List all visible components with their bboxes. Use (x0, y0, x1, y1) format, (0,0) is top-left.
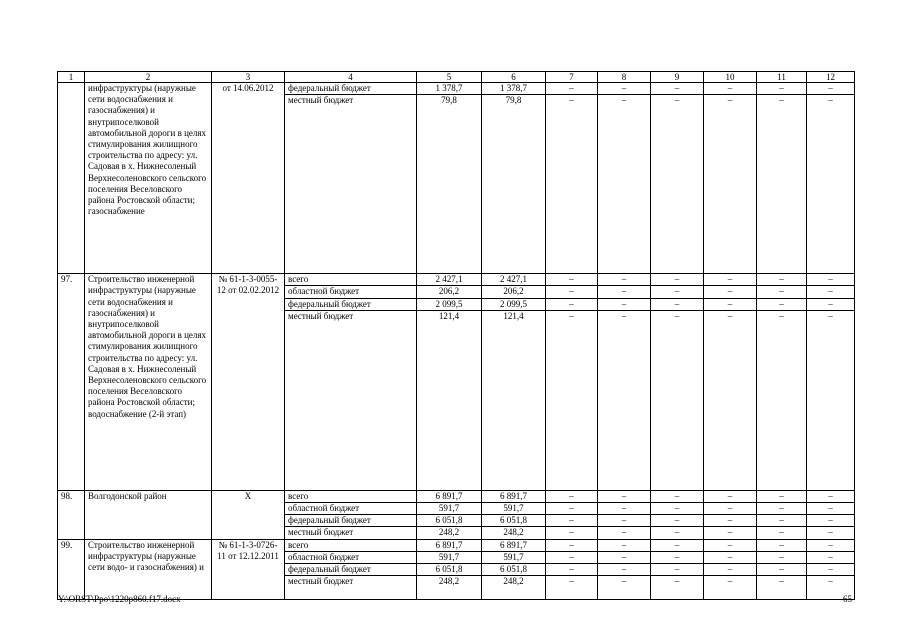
amount-col-6: 121,4 (482, 310, 546, 490)
empty-value-col-8: – (598, 539, 651, 551)
empty-value-col-10: – (704, 274, 757, 286)
empty-value-col-7: – (546, 298, 598, 310)
empty-value-col-10: – (704, 539, 757, 551)
row-number: 97. (58, 274, 85, 491)
funding-source: местный бюджет (285, 576, 417, 600)
column-header-10: 10 (704, 72, 757, 83)
column-header-3: 3 (212, 72, 285, 83)
funding-source: федеральный бюджет (285, 515, 417, 527)
empty-value-col-12: – (807, 515, 855, 527)
empty-value-col-12: – (807, 576, 855, 600)
funding-source: всего (285, 539, 417, 551)
empty-value-col-9: – (651, 310, 704, 490)
document-number: № 61-1-3-0055-12 от 02.02.2012 (212, 274, 285, 491)
column-header-9: 9 (651, 72, 704, 83)
empty-value-col-8: – (598, 527, 651, 539)
column-header-2: 2 (85, 72, 212, 83)
amount-col-6: 248,2 (482, 576, 546, 600)
empty-value-col-7: – (546, 274, 598, 286)
amount-col-5: 1 378,7 (417, 83, 482, 95)
funding-source: областной бюджет (285, 286, 417, 298)
empty-value-col-7: – (546, 310, 598, 490)
footer-page-number: 65 (843, 594, 852, 604)
object-name: Строительство инженерной инфраструктуры (наружные сети водо- и газоснабжения) и (85, 539, 212, 600)
empty-value-col-7: – (546, 527, 598, 539)
object-name: Волгодонской район (85, 490, 212, 539)
document-number: от 14.06.2012 (212, 83, 285, 274)
funding-source: областной бюджет (285, 551, 417, 563)
empty-value-col-9: – (651, 564, 704, 576)
empty-value-col-9: – (651, 298, 704, 310)
funding-source: федеральный бюджет (285, 83, 417, 95)
empty-value-col-8: – (598, 298, 651, 310)
empty-value-col-11: – (757, 539, 807, 551)
empty-value-col-8: – (598, 564, 651, 576)
empty-value-col-10: – (704, 503, 757, 515)
empty-value-col-8: – (598, 83, 651, 95)
funding-source: местный бюджет (285, 527, 417, 539)
footer-file-path: Y:\ORST\Ppo\1220p860.f17.docx (58, 594, 181, 604)
column-header-4: 4 (285, 72, 417, 83)
empty-value-col-8: – (598, 310, 651, 490)
table-row (58, 539, 855, 551)
empty-value-col-11: – (757, 298, 807, 310)
empty-value-col-12: – (807, 527, 855, 539)
object-name: Строительство инженерной инфраструктуры (наружные сети водоснабжения и газоснабжения) и внутрипоселковой автомобильной дороги в целях стимулирования жилищного строительства по адресу: ул. Садовая в х. Нижнесоленый Верхнесоленовского сельского поселения Веселовского района Ростовской области; водоснабжение (2-й этап) (85, 274, 212, 491)
empty-value-col-7: – (546, 564, 598, 576)
amount-col-5: 6 891,7 (417, 490, 482, 502)
empty-value-col-11: – (757, 95, 807, 274)
empty-value-col-10: – (704, 515, 757, 527)
amount-col-6: 2 099,5 (482, 298, 546, 310)
empty-value-col-7: – (546, 503, 598, 515)
funding-source: областной бюджет (285, 503, 417, 515)
empty-value-col-10: – (704, 83, 757, 95)
column-header-8: 8 (598, 72, 651, 83)
table-body (58, 72, 855, 600)
empty-value-col-7: – (546, 286, 598, 298)
empty-value-col-12: – (807, 551, 855, 563)
amount-col-6: 248,2 (482, 527, 546, 539)
empty-value-col-11: – (757, 310, 807, 490)
amount-col-5: 2 099,5 (417, 298, 482, 310)
amount-col-6: 79,8 (482, 95, 546, 274)
empty-value-col-11: – (757, 83, 807, 95)
empty-value-col-11: – (757, 503, 807, 515)
column-header-6: 6 (482, 72, 546, 83)
empty-value-col-9: – (651, 539, 704, 551)
amount-col-6: 591,7 (482, 503, 546, 515)
column-header-1: 1 (58, 72, 85, 83)
empty-value-col-8: – (598, 515, 651, 527)
amount-col-6: 6 051,8 (482, 564, 546, 576)
object-name: инфраструктуры (наружные сети водоснабжения и газоснабжения) и внутрипоселковой автомобильной дороги в целях стимулирования жилищного строительства по адресу: ул. Садовая в х. Нижнесоленый Верхнесоленовского сельского поселения Веселовского района Ростовской области; газоснабжение (85, 83, 212, 274)
empty-value-col-8: – (598, 274, 651, 286)
empty-value-col-11: – (757, 274, 807, 286)
funding-source: всего (285, 490, 417, 502)
empty-value-col-12: – (807, 503, 855, 515)
empty-value-col-12: – (807, 286, 855, 298)
funding-source: всего (285, 274, 417, 286)
empty-value-col-8: – (598, 576, 651, 600)
empty-value-col-11: – (757, 564, 807, 576)
empty-value-col-9: – (651, 274, 704, 286)
empty-value-col-8: – (598, 551, 651, 563)
amount-col-5: 591,7 (417, 503, 482, 515)
amount-col-5: 248,2 (417, 527, 482, 539)
empty-value-col-9: – (651, 83, 704, 95)
empty-value-col-7: – (546, 95, 598, 274)
amount-col-6: 2 427,1 (482, 274, 546, 286)
empty-value-col-9: – (651, 515, 704, 527)
column-header-11: 11 (757, 72, 807, 83)
empty-value-col-7: – (546, 83, 598, 95)
empty-value-col-9: – (651, 527, 704, 539)
empty-value-col-10: – (704, 286, 757, 298)
empty-value-col-8: – (598, 95, 651, 274)
empty-value-col-8: – (598, 503, 651, 515)
amount-col-6: 591,7 (482, 551, 546, 563)
amount-col-6: 6 891,7 (482, 490, 546, 502)
amount-col-5: 79,8 (417, 95, 482, 274)
amount-col-6: 6 891,7 (482, 539, 546, 551)
amount-col-5: 6 051,8 (417, 564, 482, 576)
empty-value-col-9: – (651, 490, 704, 502)
empty-value-col-7: – (546, 515, 598, 527)
empty-value-col-11: – (757, 527, 807, 539)
empty-value-col-10: – (704, 551, 757, 563)
empty-value-col-10: – (704, 310, 757, 490)
empty-value-col-7: – (546, 539, 598, 551)
empty-value-col-9: – (651, 286, 704, 298)
empty-value-col-10: – (704, 490, 757, 502)
budget-table (57, 71, 855, 600)
empty-value-col-9: – (651, 576, 704, 600)
empty-value-col-10: – (704, 576, 757, 600)
document-number: Х (212, 490, 285, 539)
table-row (58, 490, 855, 502)
column-header-5: 5 (417, 72, 482, 83)
document-number: № 61-1-3-0726-11 от 12.12.2011 (212, 539, 285, 600)
empty-value-col-12: – (807, 539, 855, 551)
empty-value-col-9: – (651, 551, 704, 563)
empty-value-col-7: – (546, 551, 598, 563)
column-header-7: 7 (546, 72, 598, 83)
empty-value-col-12: – (807, 95, 855, 274)
amount-col-6: 6 051,8 (482, 515, 546, 527)
empty-value-col-11: – (757, 515, 807, 527)
amount-col-6: 1 378,7 (482, 83, 546, 95)
funding-source: местный бюджет (285, 310, 417, 490)
amount-col-5: 248,2 (417, 576, 482, 600)
empty-value-col-7: – (546, 576, 598, 600)
table-row (58, 274, 855, 286)
funding-source: федеральный бюджет (285, 564, 417, 576)
empty-value-col-8: – (598, 286, 651, 298)
amount-col-6: 206,2 (482, 286, 546, 298)
column-header-12: 12 (807, 72, 855, 83)
empty-value-col-11: – (757, 551, 807, 563)
empty-value-col-9: – (651, 95, 704, 274)
empty-value-col-10: – (704, 527, 757, 539)
amount-col-5: 6 891,7 (417, 539, 482, 551)
empty-value-col-11: – (757, 490, 807, 502)
empty-value-col-7: – (546, 490, 598, 502)
row-number: 99. (58, 539, 85, 600)
empty-value-col-9: – (651, 503, 704, 515)
empty-value-col-12: – (807, 564, 855, 576)
row-number: 98. (58, 490, 85, 539)
amount-col-5: 121,4 (417, 310, 482, 490)
empty-value-col-10: – (704, 298, 757, 310)
header-row (58, 72, 855, 83)
empty-value-col-10: – (704, 95, 757, 274)
empty-value-col-8: – (598, 490, 651, 502)
empty-value-col-12: – (807, 83, 855, 95)
empty-value-col-12: – (807, 274, 855, 286)
empty-value-col-11: – (757, 286, 807, 298)
empty-value-col-11: – (757, 576, 807, 600)
row-number (58, 83, 85, 274)
amount-col-5: 591,7 (417, 551, 482, 563)
empty-value-col-10: – (704, 564, 757, 576)
table-row (58, 83, 855, 95)
amount-col-5: 2 427,1 (417, 274, 482, 286)
empty-value-col-12: – (807, 490, 855, 502)
empty-value-col-12: – (807, 310, 855, 490)
amount-col-5: 6 051,8 (417, 515, 482, 527)
amount-col-5: 206,2 (417, 286, 482, 298)
empty-value-col-12: – (807, 298, 855, 310)
funding-source: федеральный бюджет (285, 298, 417, 310)
funding-source: местный бюджет (285, 95, 417, 274)
